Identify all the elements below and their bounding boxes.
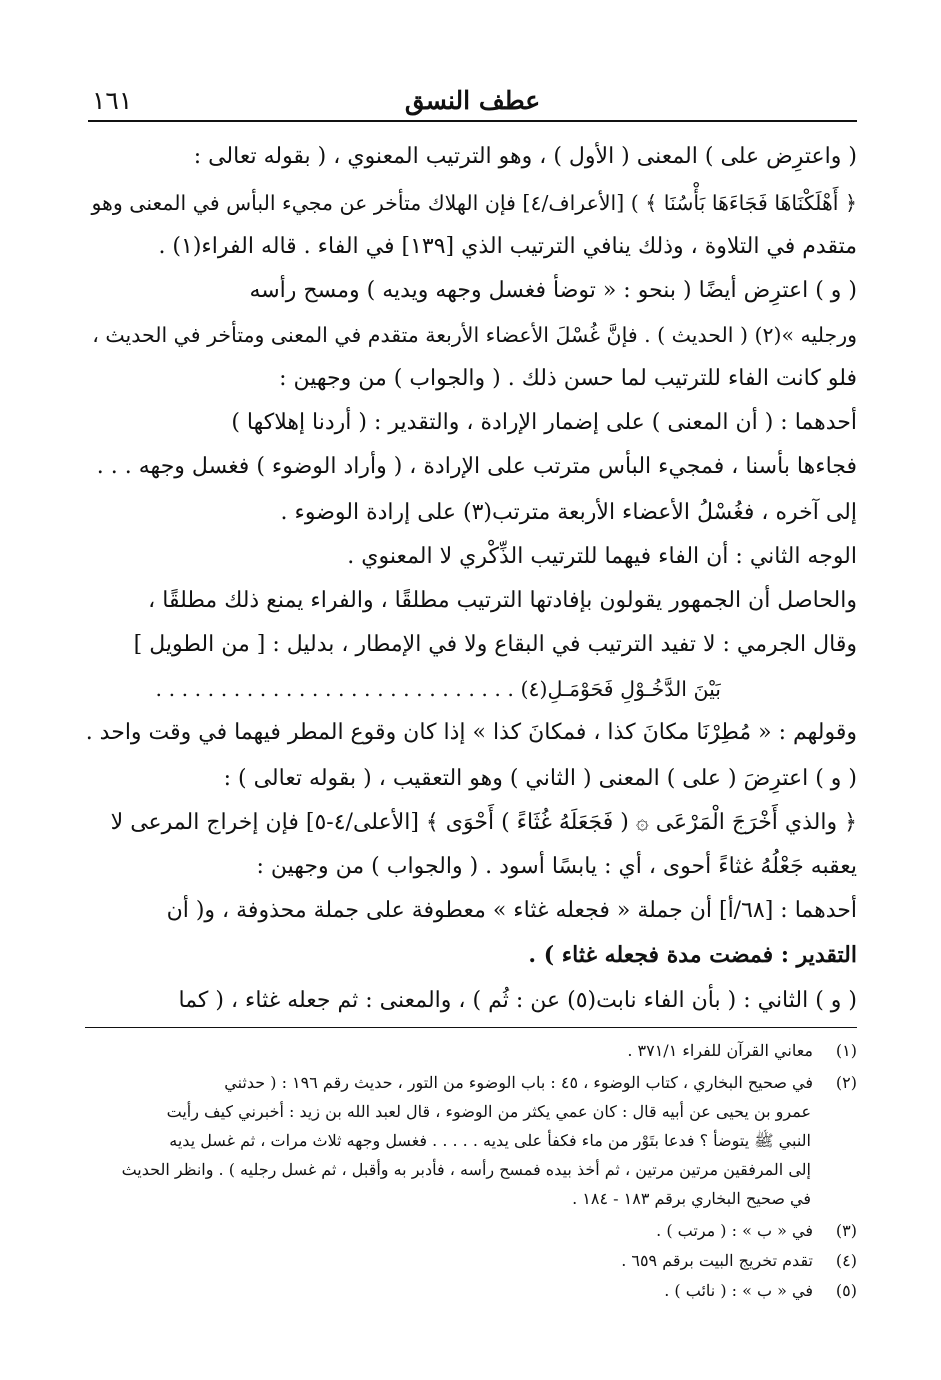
footnote [84,1246,857,1276]
body-line: إلى آخره ، فغُسْلُ الأعضاء الأربعة مترتب(٣) على إرادة الوضوء . [280,500,857,525]
chapter-title: عطف النسق [404,86,541,115]
body-line: وقال الجرمي : لا تفيد الترتيب في البقاع ولا في الإمطار ، بدليل : [ من الطويل ] [133,632,857,657]
footnote-number: (١) [835,1041,857,1060]
body-line: وقولهم : « مُطِرْنَا مكانَ كذا ، فمكانَ كذا » إذا كان وقوع المطر فيهما في وقت واحد . [85,720,857,745]
body-line: فجاءها بأسنا ، فمجيء البأس مترتب على الإرادة ، ( وأراد الوضوء ) فغسل وجهه . . . [96,454,857,479]
footnote-number: (٥) [835,1281,857,1300]
footnote-separator [85,1027,857,1028]
body-line: متقدم في التلاوة ، وذلك ينافي الترتيب الذي [١٣٩] في الفاء . قاله الفراء(١) . [158,234,857,259]
body-line: ( واعترِض على ) المعنى ( الأول ) ، وهو الترتيب المعنوي ، ( بقوله تعالى : [193,144,857,169]
footnote-number: (٤) [835,1251,857,1270]
body-line: فلو كانت الفاء للترتيب لما حسن ذلك . ( والجواب ) من وجهين : [279,366,857,391]
running-header [88,84,857,122]
body-line: ( و ) اعترِض أيضًا ( بنحو : « توضأ فغسل وجهه ويديه ) ومسح رأسه [249,278,857,303]
footnote-number: (٢) [835,1073,857,1092]
body-line: يعقبه جَعْلُهُ غثاءً أحوى ، أي : يابسًا أسود . ( والجواب ) من وجهين : [256,854,857,879]
footnote [84,1036,857,1066]
body-line: أحدهما : [٦٨/أ] أن جملة « فجعله غثاء » معطوفة على جملة محذوفة ، و( أن [166,898,857,923]
body-line: ﴿ أَهْلَكْنَاهَا فَجَاءَهَا بَأْسُنَا ﴾ ) [الأعراف/٤] فإن الهلاك متأخر عن مجيء البأس في المعنى وهو [91,191,857,215]
footnote-text: معاني القرآن للفراء ٣٧١/١ . [627,1041,813,1060]
footnote-number: (٣) [835,1221,857,1240]
footnote-text: في « ب » : ( نائب ) . [664,1281,813,1300]
footnote-continuation: عمرو بن يحيى عن أبيه قال : كان عمي يكثر من الوضوء ، قال لعبد الله بن زيد : أخبرني كيف رأيت [166,1102,811,1121]
footnote-text: في « ب » : ( مرتب ) . [656,1221,813,1240]
body-line: ورجليه »(٢) ( الحديث ) . فإنَّ غُسْلَ الأعضاء الأربعة متقدم في المعنى ومتأخر في الحديث ، [92,323,857,347]
body-line: ( و ) الثاني : ( بأن الفاء نابت(٥) عن : ثُم ) ، والمعنى : ثم جعله غثاء ، ( كما [178,988,857,1013]
body-line: التقدير : فمضت مدة فجعله غثاء ) . [528,942,857,968]
body-line: والحاصل أن الجمهور يقولون بإفادتها الترتيب مطلقًا ، والفراء يمنع ذلك مطلقًا ، [148,588,857,613]
footnote-continuation: في صحيح البخاري برقم ١٨٣ - ١٨٤ . [572,1189,811,1208]
footnote [84,1276,857,1306]
body-line: الوجه الثاني : أن الفاء فيهما للترتيب الذِّكْري لا المعنوي . [347,544,857,569]
footnote-continuation: النبي ﷺ يتوضأ ؟ فدعا بتَوْر من ماء فكفأ على يديه . . . . . فغسل وجهه ثلاث مرات ، ثم غسل يديه [169,1131,811,1150]
body-line: أحدهما : ( أن المعنى ) على إضمار الإرادة ، والتقدير : ( أردنا إهلاكها ) [231,410,857,435]
body-line: ﴿ والذي أَخْرَجَ الْمَرْعَى ۞ ( فَجَعَلَهُ غُثَاءً ) أَحْوَى ﴾ [الأعلى/٤-٥] فإن إخراج المرعى لا [110,810,857,835]
footnote-continuation: إلى المرفقين مرتين مرتين ، ثم أخذ بيده فمسح رأسه ، فأدبر به وأقبل ، ثم غسل رجليه ) . وانظر الحديث [121,1160,811,1179]
page-number: ١٦١ [92,86,133,115]
footnote [84,1068,857,1098]
poetry-line: بَيْنَ الدَّخُـوْلِ فَحَوْمَـلِ(٤) . . . . . . . . . . . . . . . . . . . . . . . . . . . . [155,677,721,701]
body-line: ( و ) اعترِضَ ( على ) المعنى ( الثاني ) وهو التعقيب ، ( بقوله تعالى ) : [223,766,857,791]
footnote [84,1216,857,1246]
footnote-text: تقدم تخريج البيت برقم ٦٥٩ . [621,1251,813,1270]
footnote-text: في صحيح البخاري ، كتاب الوضوء ، ٤٥ : باب الوضوء من التور ، حديث رقم ١٩٦ : ( حدثني [224,1073,813,1092]
